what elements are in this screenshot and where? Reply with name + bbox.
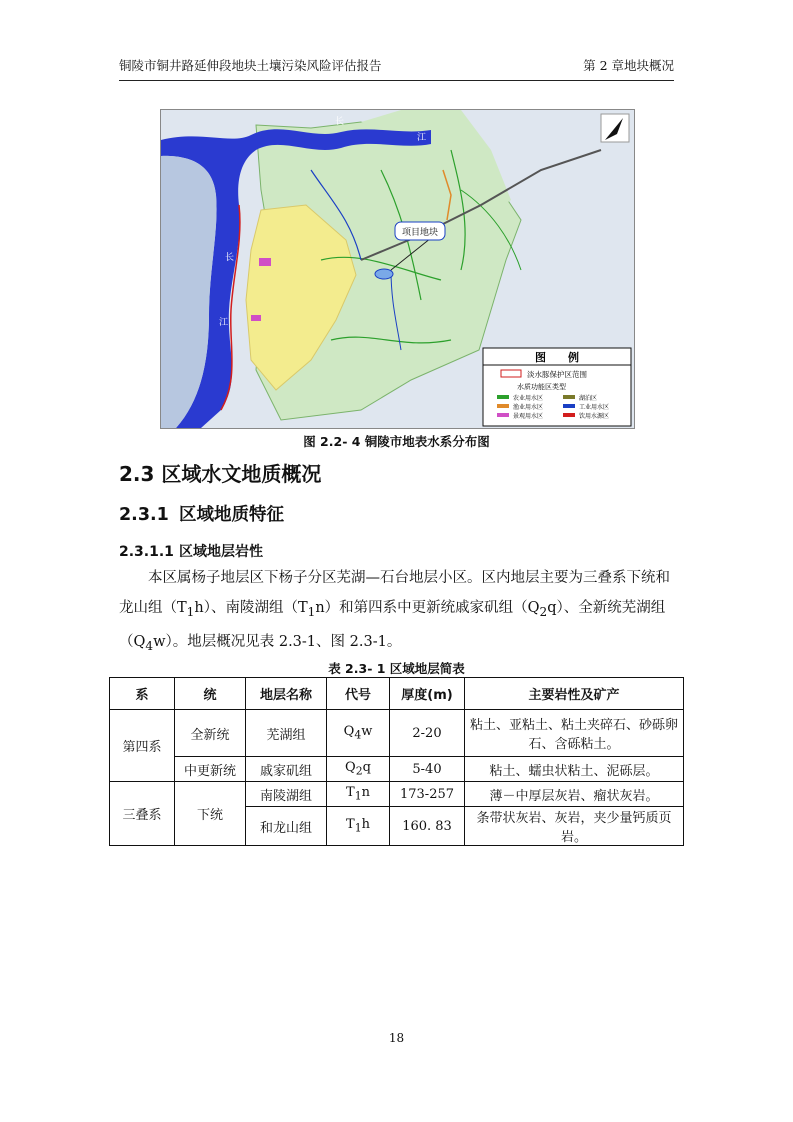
north-arrow-icon — [601, 114, 629, 142]
river-char-4: 江 — [219, 318, 229, 328]
code-cell: $T_1h$ — [327, 807, 390, 846]
code-cell: $Q_2q$ — [327, 757, 390, 782]
name-cell: 戚家矶组 — [246, 757, 327, 782]
thickness-cell: 5-40 — [390, 757, 465, 782]
lithology-cell: 薄－中厚层灰岩、瘤状灰岩。 — [465, 782, 684, 807]
legend-item-label: 湖泊区 — [579, 395, 598, 402]
legend-swatch — [497, 404, 509, 408]
legend-item-label: 渔业用水区 — [513, 404, 544, 411]
body-paragraph: 本区属杨子地层区下杨子分区芜湖—石台地层小区。区内地层主要为三叠系下统和龙山组$(T_1h)$、南陵湖组$(T_1n)$和第四系中更新统戚家矶组$(Q_2q)$、全新统芜湖组$(Q_4w)$。地层概况见表 2.3-1、图 2.3-1。 — [119, 570, 670, 653]
column-header: 主要岩性及矿产 — [465, 678, 684, 710]
legend-title: 图 例 — [535, 351, 579, 364]
legend-item-label: 饮用水源区 — [579, 413, 610, 420]
map-legend — [483, 348, 631, 426]
table-row — [110, 757, 684, 782]
strata-table — [109, 677, 684, 846]
section-heading: 2.3 区域水文地质概况 — [119, 462, 322, 486]
table-header-row — [110, 678, 684, 710]
legend-section-title: 水质功能区类型 — [517, 383, 566, 391]
subsubsection-title: 区域地层岩性 — [179, 544, 263, 560]
river-char-3: 长 — [225, 253, 235, 263]
thickness-cell: 160. 83 — [390, 807, 465, 846]
river-char-2: 江 — [417, 133, 427, 143]
code-cell: $Q_4w$ — [327, 710, 390, 757]
thickness-cell: 173-257 — [390, 782, 465, 807]
system-cell: 三叠系 — [110, 782, 175, 846]
name-cell: 芜湖组 — [246, 710, 327, 757]
code-cell: $T_1n$ — [327, 782, 390, 807]
lithology-cell: 条带状灰岩、灰岩，夹少量钙质页岩。 — [465, 807, 684, 846]
column-header: 代号 — [327, 678, 390, 710]
subsection-heading — [119, 501, 284, 526]
legend-item-label: 景观用水区 — [513, 413, 544, 420]
series-cell: 下统 — [175, 782, 246, 846]
legend-swatch — [497, 413, 509, 417]
thickness-cell: 2-20 — [390, 710, 465, 757]
legend-swatch — [563, 395, 575, 399]
system-cell: 第四系 — [110, 710, 175, 782]
subsection-number: 2.3.1 — [119, 505, 169, 525]
page-number: 18 — [388, 1031, 405, 1045]
river-char-1: 长 — [335, 117, 345, 127]
legend-swatch — [497, 395, 509, 399]
subsection-title: 区域地质特征 — [179, 505, 284, 525]
lithology-cell: 粘土、蠕虫状粘土、泥砾层。 — [465, 757, 684, 782]
water-system-map — [160, 109, 635, 429]
header-title: 铜陵市铜井路延伸段地块土壤污染风险评估报告 — [119, 58, 382, 73]
legend-swatch — [563, 404, 575, 408]
table-caption: 表 2.3- 1 区域地层简表 — [328, 661, 465, 676]
legend-boundary-label: 淡水豚保护区范围 — [527, 370, 587, 379]
column-header: 系 — [110, 678, 175, 710]
legend-item-label: 工业用水区 — [579, 404, 610, 411]
page-header — [119, 50, 674, 81]
header-chapter: 第 2 章地块概况 — [583, 58, 674, 73]
name-cell: 和龙山组 — [246, 807, 327, 846]
project-site-label: 项目地块 — [401, 228, 439, 238]
series-cell: 中更新统 — [175, 757, 246, 782]
series-cell: 全新统 — [175, 710, 246, 757]
legend-item-label: 农业用水区 — [513, 395, 544, 402]
lithology-cell: 粘土、亚粘土、粘土夹碎石、砂砾卵石、含砾粘土。 — [465, 710, 684, 757]
subsubsection-heading — [119, 541, 263, 561]
table-row — [110, 710, 684, 757]
column-header: 统 — [175, 678, 246, 710]
figure-caption: 图 2.2- 4 铜陵市地表水系分布图 — [303, 434, 490, 449]
legend-swatch — [563, 413, 575, 417]
column-header: 厚度(m) — [390, 678, 465, 710]
table-row — [110, 782, 684, 807]
column-header: 地层名称 — [246, 678, 327, 710]
subsubsection-number: 2.3.1.1 — [119, 544, 174, 560]
name-cell: 南陵湖组 — [246, 782, 327, 807]
